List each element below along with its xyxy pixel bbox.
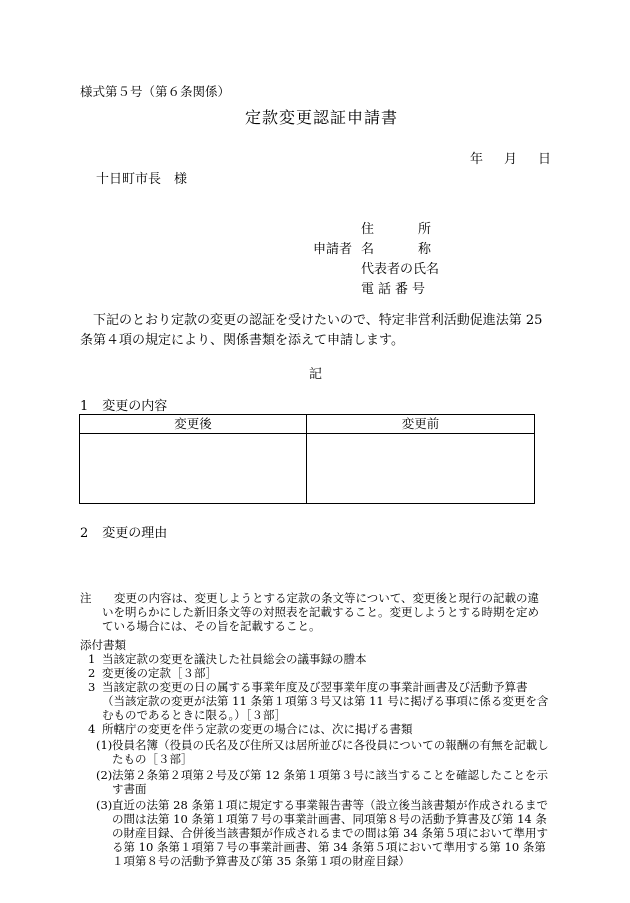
section-2-heading: 2 変更の理由 — [80, 526, 168, 541]
attachment-item: 3 当該定款の変更の日の属する事業年度及び翌事業年度の事業計画書及び活動予算書（当該定款の変更が法第 11 条第１項第３号又は第 11 号に掲げる事項に係る変更を含むものであるときに限る。）［３部］ — [88, 680, 549, 722]
note-text: 変更の内容は、変更しようとする定款の条文等について、変更後と現行の記載の違いを明らかにした新旧条文等の対照表を記載すること。変更しようとする時期を定めている場合には、その旨を記載すること。 — [102, 591, 540, 633]
document-title: 定款変更認証申請書 — [245, 108, 399, 127]
column-before — [307, 415, 534, 503]
attachments — [80, 638, 550, 868]
attachments-title: 添付書類 — [80, 638, 126, 652]
date-day: 日 — [538, 152, 552, 167]
date-year: 年 — [470, 152, 484, 167]
applicant-fields — [361, 221, 440, 301]
column-after — [80, 415, 307, 503]
attachment-sub-item: (1) 役員名簿（役員の氏名及び住所又は居所並びに各役員についての報酬の有無を記載したもの［３部］ — [96, 738, 549, 766]
note-mark: 注 — [80, 591, 92, 605]
addressee: 十日町市長 様 — [96, 172, 188, 187]
field-name: 名 称 — [361, 242, 431, 257]
ki-heading: 記 — [309, 367, 323, 382]
date-month: 月 — [504, 152, 518, 167]
change-table — [79, 414, 535, 504]
attachment-item: 2 変更後の定款［３部］ — [88, 666, 217, 680]
section-1-heading: 1 変更の内容 — [80, 399, 168, 414]
attachment-item: 1 当該定款の変更を議決した社員総会の議事録の謄本 — [88, 652, 367, 666]
header-before: 変更前 — [307, 415, 534, 434]
header-after: 変更後 — [80, 415, 306, 434]
field-address: 住 所 — [361, 222, 431, 237]
form-number: 様式第５号（第６条関係） — [80, 84, 231, 99]
field-phone: 電 話 番 号 — [361, 282, 425, 297]
attachment-sub-item: (2) 法第２条第２項第２号及び第 12 条第１項第３号に該当することを確認したことを示す書面 — [96, 768, 548, 796]
field-representative: 代表者の氏名 — [361, 262, 440, 277]
body-paragraph: 下記のとおり定款の変更の認証を受けたいので、特定非営利活動促進法第 25 条第４項の規定により、関係書類を添えて申請します。 — [80, 313, 543, 348]
attachment-item: 4 所轄庁の変更を伴う定款の変更の場合には、次に掲げる書類 — [88, 722, 413, 736]
attachment-sub-item: (3) 直近の法第 28 条第１項に規定する事業報告書等（設立後当該書類が作成されるまでの間は法第 10 条第１項第７号の事業計画書、同項第８号の活動予算書及び第 14 条の財産目録、合併後当該書類が作成されるまでの間は第 34 条第５項において準用する第 10 条第１項第７号の事業計画書、第 34 条第５項において準用する第 10 条第１項第８号の活動予算書及び第 35 条第１項の財産目録） — [96, 798, 548, 868]
applicant-label: 申請者 — [313, 242, 353, 257]
